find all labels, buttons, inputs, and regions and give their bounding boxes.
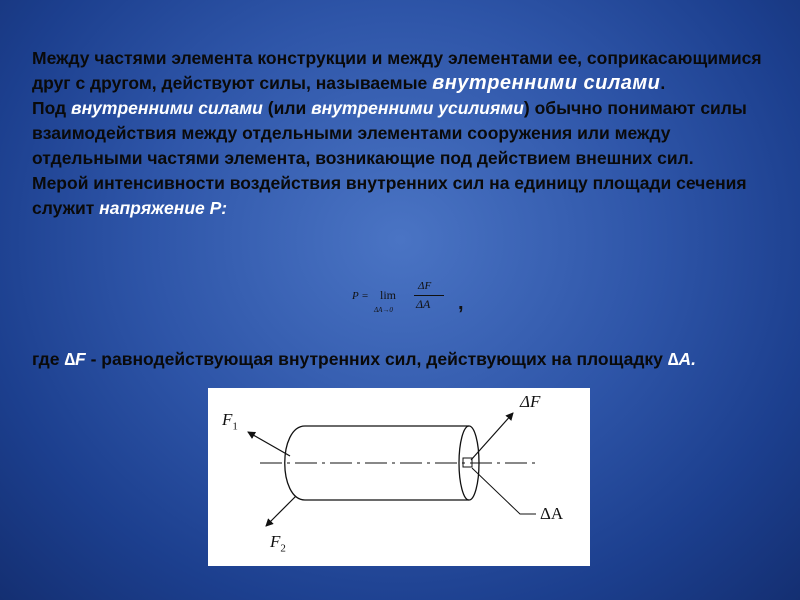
term-internal-forces: внутренними силами <box>432 72 661 94</box>
formula-lim: lim <box>380 288 397 302</box>
term-stress: напряжение P: <box>99 198 228 218</box>
paragraph2-start: Под <box>32 98 72 118</box>
paragraph2-mid: (или <box>262 98 312 118</box>
paragraph3-text: Мерой интенсивности воздействия внутренних сил на единицу площади сечения служит <box>32 173 747 218</box>
paragraph2-end: ) обычно понимают силы взаимодействия между отдельными элементами сооружения или между отдельными частями элемента, возникающие под действием внешних сил. <box>32 98 747 168</box>
paragraph4-text2: - равнодействующая внутренних сил, действующих на площадку <box>85 349 668 369</box>
paragraph-internal-forces <box>32 46 772 96</box>
leader-delta-a <box>472 468 536 514</box>
paragraph4-text1: где <box>32 349 65 369</box>
arrow-f2 <box>266 496 296 526</box>
formula-fraction-bar <box>414 295 444 296</box>
paragraph-definition <box>32 96 772 171</box>
cylinder-drawing <box>208 388 590 566</box>
symbol-delta-f: ∆F <box>64 349 86 369</box>
label-f2 <box>270 532 286 554</box>
formula-numerator: ΔF <box>418 280 432 292</box>
stress-formula <box>352 280 482 324</box>
label-f1-sub: 1 <box>232 420 238 433</box>
label-f1-main: F <box>222 410 233 429</box>
paragraph1-text: Между частями элемента конструкции и между элементами ее, соприкасающимися друг с другом, действуют силы, называемые <box>32 48 762 93</box>
arrow-delta-f <box>471 413 513 460</box>
paragraph-where <box>32 347 772 372</box>
label-f2-main: F <box>270 532 281 551</box>
formula-lim-sub: ΔA→0 <box>374 306 393 314</box>
term-internal-forces-2: внутренними силами <box>71 98 263 118</box>
label-delta-f: ΔF <box>520 392 541 411</box>
paragraph-stress <box>32 171 772 221</box>
term-internal-efforts: внутренними усилиями <box>311 98 524 118</box>
paragraph1-end: . <box>660 73 666 93</box>
symbol-delta-a: ∆A. <box>667 349 696 369</box>
label-delta-a: ΔA <box>540 504 564 523</box>
formula-comma: , <box>458 292 464 314</box>
label-f2-sub: 2 <box>280 542 286 555</box>
cylinder-diagram <box>208 388 590 566</box>
arrow-f1 <box>248 432 290 456</box>
formula-denominator: ΔA <box>416 297 431 311</box>
slide-body <box>32 46 772 221</box>
label-f1 <box>222 410 238 432</box>
formula-lhs: P = <box>352 290 369 302</box>
